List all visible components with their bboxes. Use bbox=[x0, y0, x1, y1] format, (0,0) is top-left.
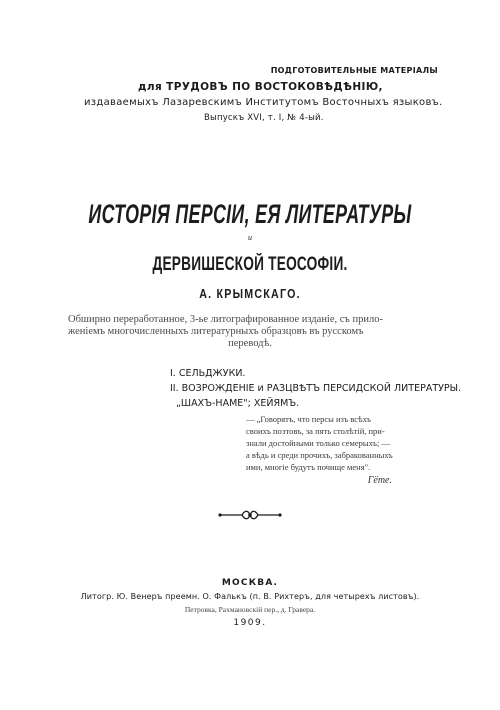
ornament-divider-icon bbox=[218, 508, 282, 522]
book-title-line1: ИСТОРІЯ ПЕРСІИ, ЕЯ ЛИТЕРАТУРЫ bbox=[88, 199, 412, 229]
part-two-subtitle: „ШАХЪ-НАМЕ"; ХЕЙЯМЪ. bbox=[176, 398, 300, 409]
imprint-printer: Литогр. Ю. Венеръ преемн. О. Фалькъ (п. В. Рихтеръ, для четырехъ листовъ). bbox=[80, 592, 420, 601]
edition-description bbox=[68, 314, 432, 350]
epigraph-line: своихъ поэтовъ, за пять столѣтій, при- bbox=[246, 426, 385, 436]
description-line: женіемъ многочисленныхъ литературныхъ образцовъ въ русскомъ bbox=[68, 326, 364, 337]
epigraph-line: а вѣдь и среди прочихъ, забракованныхъ bbox=[246, 450, 393, 460]
imprint-city: МОСКВА. bbox=[221, 578, 279, 588]
description-line: переводѣ. bbox=[228, 338, 272, 349]
title-conjunction: и bbox=[248, 233, 252, 242]
part-one: I. СЕЛЬДЖУКИ. bbox=[170, 368, 246, 379]
series-title: для ТРУДОВЪ ПО ВОСТОКОВѢДѢНІЮ, bbox=[138, 81, 383, 93]
imprint-address: Петровка, Рахмановскій пер., д. Гравера. bbox=[184, 605, 316, 614]
part-two: II. ВОЗРОЖДЕНІЕ и РАЗЦВѢТЪ ПЕРСИДСКОЙ ЛИТЕРАТУРЫ. bbox=[170, 383, 462, 394]
epigraph bbox=[246, 413, 393, 473]
epigraph-line: ими, многіе будутъ почище меня". bbox=[246, 462, 371, 472]
imprint-year: 1909. bbox=[233, 618, 267, 628]
epigraph-author: Гёте. bbox=[367, 475, 392, 486]
epigraph-line: — „Говорятъ, что персы изъ всѣхъ bbox=[246, 414, 371, 424]
issue-number: Выпускъ XVI, т. I, № 4-ый. bbox=[204, 113, 324, 123]
publisher-line: издаваемыхъ Лазаревскимъ Институтомъ Восточныхъ языковъ. bbox=[84, 97, 443, 108]
book-title-line2: ДЕРВИШЕСКОЙ ТЕОСОФІИ. bbox=[152, 254, 348, 275]
prep-materials-line: ПОДГОТОВИТЕЛЬНЫЕ МАТЕРІАЛЫ bbox=[270, 66, 438, 75]
contents-parts bbox=[170, 366, 461, 411]
epigraph-line: знали достойными только семерыхъ; — bbox=[246, 438, 390, 448]
author-name: А. КРЫМСКАГО. bbox=[199, 286, 301, 301]
description-line: Обширно переработанное, 3-ье литографированное изданіе, съ прило- bbox=[68, 314, 383, 325]
